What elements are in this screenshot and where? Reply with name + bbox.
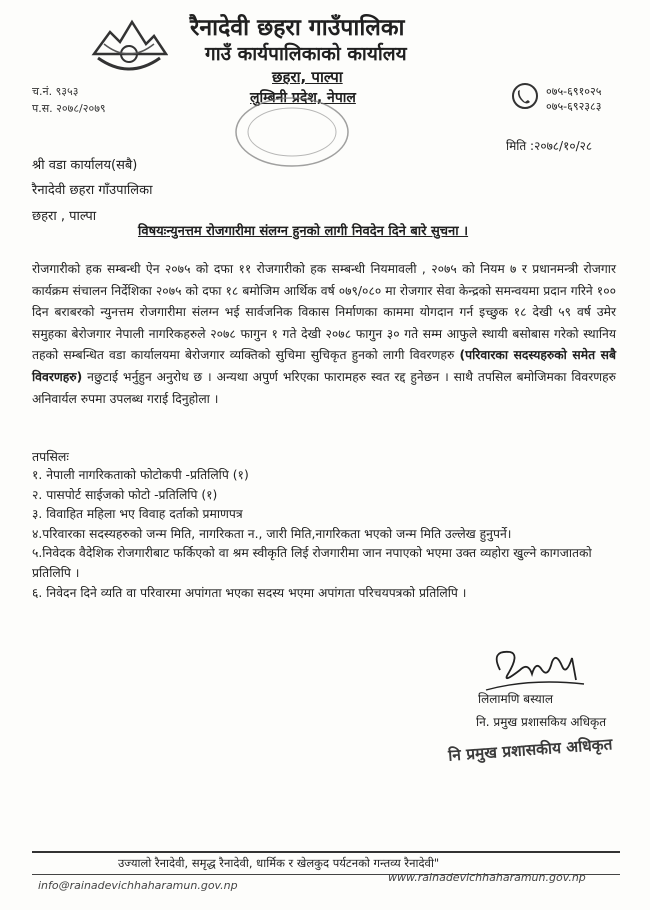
signatory-title: नि. प्रमुख प्रशासकिय अधिकृत <box>476 715 607 729</box>
phone-number-2: ०७५-६९२३८३ <box>546 100 602 113</box>
enclosure-item: ६. निवेदन दिने व्यति वा परिवारमा अपांगता भएका सदस्य भएमा अपांगता परिचयपत्रको प्रतिलिपि । <box>32 585 467 600</box>
letter-body <box>32 259 616 410</box>
body-text-part-2: नछुटाई भर्नुहुन अनुरोध छ । अन्यथा अपुर्ण भरिएका फारामहरु स्वत रद्द हुनेछन । साथै तपसिल बमोजिमका विवरणहरु अनिवार्यल रुपमा उपलब्ध गराई दिनुहोला । <box>32 369 616 406</box>
body-text-bold: (परिवारका सदस्यहरुको समेत सबै विवरणहरु) <box>32 348 617 384</box>
enclosure-item: १. नेपाली नागरिकताको फोटोकपी -प्रतिलिपि (१) <box>32 468 249 482</box>
signatory-stamp: नि प्रमुख प्रशासकीय अधिकृत <box>447 735 613 765</box>
signatory-name: लिलामणि बस्याल <box>478 692 553 706</box>
subject-text: न्युनत्तम रोजगारीमा संलग्न हुनको लागी निवदेन दिने बारे सुचना । <box>166 224 469 239</box>
reference-number: च.नं. ९३५३ <box>32 85 79 98</box>
footer-email[interactable]: info@rainadevichhaharamun.gov.np <box>38 879 238 892</box>
footer-divider <box>32 851 620 853</box>
recipient-line-2: रैनादेवी छहरा गाँउपालिका <box>32 183 153 198</box>
enclosure-item: ५.निवेदक वैदेशिक रोजगारीबाट फर्किएको वा श्रम स्वीकृति लिई रोजगारीमा जान नपाएको भएमा उक्त व्यहोरा खुल्ने कागजातको प्रतिलिपि । <box>32 546 592 580</box>
letter-date: मिति :२०७८/१०/२८ <box>506 139 593 153</box>
office-subtitle: गाउँ कार्यपालिकाको कार्यालय <box>205 43 407 65</box>
enclosure-heading: तपसिलः <box>32 449 69 464</box>
phone-number-1: ०७५-६९१०२५ <box>546 85 602 98</box>
fiscal-year: प.स. २०७८/२०७९ <box>32 102 106 115</box>
footer-website[interactable]: www.rainadevichhaharamun.gov.np <box>388 871 586 884</box>
footer-motto: उज्यालो रैनादेवी, समृद्ध रैनादेवी, धार्मिक र खेलकुद पर्यटनको गन्तव्य रैनादेवी" <box>118 856 440 870</box>
enclosure-item: ४.परिवारका सदस्यहरुको जन्म मिति, नागरिकता न., जारी मिति,नागरिकता भएको जन्म मिति उल्लेख हुनुपर्ने। <box>32 526 512 541</box>
body-text-part-1: रोजगारीको हक सम्बन्धी ऐन २०७५ को दफा ११ रोजगारीको हक सम्बन्धी नियमावली , २०७५ को नियम ७ र प्रधानमन्त्री रोजगार कार्यक्रम संचालन निर्देशिका २०७५ को दफा १८ बमोजिम आर्थिक वर्ष ०७९/०८० मा रोजगार सेवा केन्द्रको समन्वयमा प्रदान गरिने १०० दिन बराबरको न्युनत्तम रोजगारीमा संलग्न भई सार्वजनिक विकास निर्माणका काममा योगदान गर्न इच्छुक १८ देखी ५९ वर्ष उमेर समुहका बेरोजगार नेपाली नागरिकहरुले २०७८ फागुन १ गते देखी २०७८ फागुन ३० गते सम्म आफुले स्थायी बसोबास गरेको स्थानिय तहको सम्बन्धित वडा कार्यालयमा बेरोजगार व्यक्तिको सुचिमा सुचिकृत हुनको लागी विवरणहरु <box>32 262 616 363</box>
recipient-line-3: छहरा , पाल्पा <box>32 209 97 224</box>
enclosure-item: ३. विवाहित महिला भए विवाह दर्ताको प्रमाणपत्र <box>32 507 243 522</box>
office-stamp <box>232 96 352 178</box>
enclosure-item: २. पासपोर्ट साईजको फोटो -प्रतिलिपि (१) <box>32 487 218 502</box>
office-location: छहरा, पाल्पा <box>272 68 343 86</box>
office-province: लुम्बिनी प्रदेश, नेपाल <box>250 90 356 106</box>
recipient-line-1: श्री वडा कार्यालय(सबै) <box>32 158 138 173</box>
subject-line <box>138 221 468 239</box>
subject-prefix: विषयः <box>138 224 167 239</box>
government-emblem-icon <box>90 14 168 80</box>
phone-icon <box>512 83 538 109</box>
enclosure-list <box>32 466 616 603</box>
office-name: रैनादेवी छहरा गाउँपालिका <box>190 15 405 41</box>
